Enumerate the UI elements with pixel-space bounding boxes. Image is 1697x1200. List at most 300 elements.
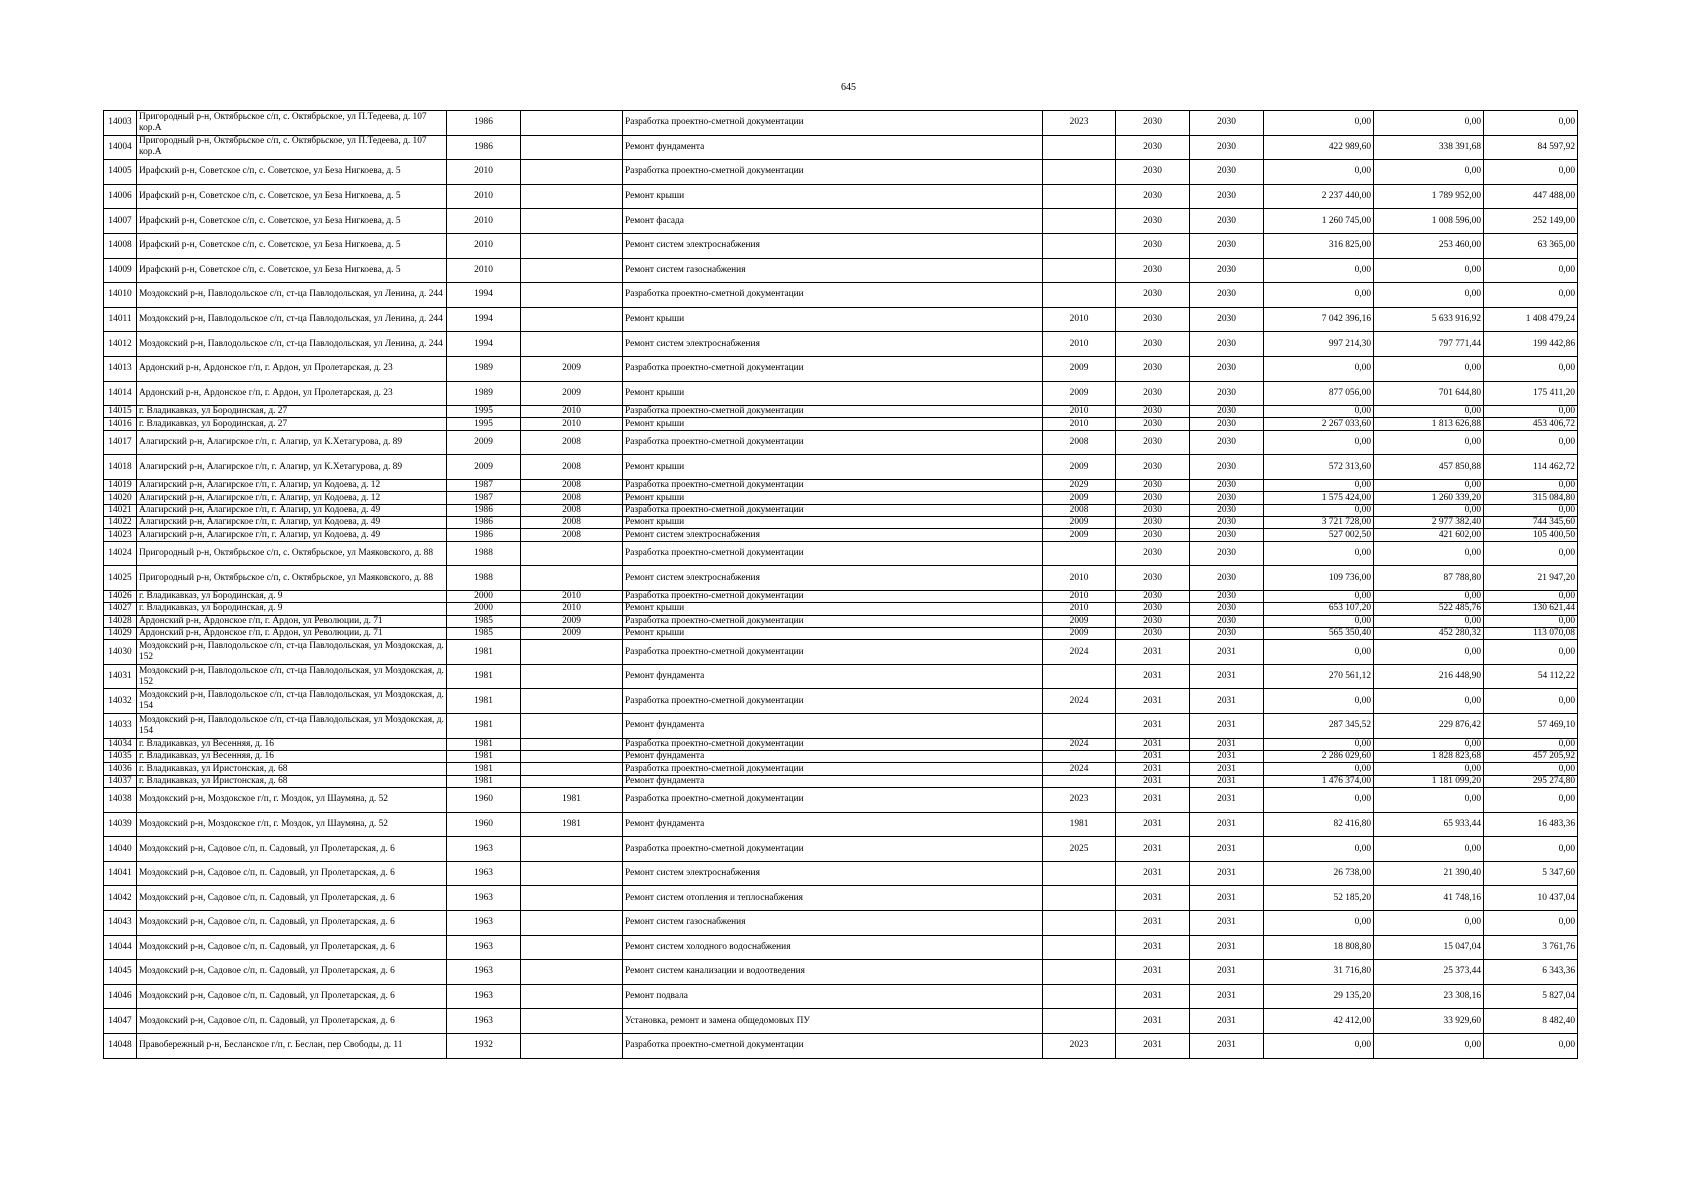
cell-id: 14040 bbox=[104, 837, 137, 862]
cell-year-to: 2030 bbox=[1190, 603, 1264, 615]
cell-year-from: 2031 bbox=[1116, 738, 1190, 750]
cell-plan-year: 2009 bbox=[1043, 517, 1116, 529]
cell-amount-1: 15 047,04 bbox=[1374, 935, 1484, 960]
cell-work-type: Ремонт систем электроснабжения bbox=[623, 529, 1043, 541]
cell-year-from: 2030 bbox=[1116, 430, 1190, 455]
cell-last-repair-year bbox=[521, 1009, 623, 1034]
cell-year-to: 2030 bbox=[1190, 492, 1264, 504]
cell-plan-year: 2010 bbox=[1043, 332, 1116, 357]
cell-address: Моздокский р-н, Садовое с/п, п. Садовый, ул Пролетарская, д. 6 bbox=[137, 837, 447, 862]
cell-total-cost: 0,00 bbox=[1264, 430, 1374, 455]
cell-total-cost: 0,00 bbox=[1264, 911, 1374, 936]
cell-address: Правобережный р-н, Бесланское г/п, г. Беслан, пер Свободы, д. 11 bbox=[137, 1033, 447, 1058]
cell-address: Моздокский р-н, Садовое с/п, п. Садовый, ул Пролетарская, д. 6 bbox=[137, 911, 447, 936]
cell-plan-year: 1981 bbox=[1043, 812, 1116, 837]
cell-id: 14044 bbox=[104, 935, 137, 960]
cell-amount-2: 5 827,04 bbox=[1484, 984, 1578, 1009]
table-row bbox=[104, 209, 1578, 234]
cell-last-repair-year bbox=[521, 751, 623, 763]
cell-amount-2: 0,00 bbox=[1484, 590, 1578, 602]
cell-plan-year: 2024 bbox=[1043, 640, 1116, 665]
cell-year-to: 2030 bbox=[1190, 418, 1264, 430]
cell-amount-1: 1 828 823,68 bbox=[1374, 751, 1484, 763]
cell-work-type: Ремонт систем газоснабжения bbox=[623, 258, 1043, 283]
cell-work-type: Разработка проектно-сметной документации bbox=[623, 283, 1043, 308]
cell-build-year: 1963 bbox=[447, 960, 521, 985]
cell-id: 14028 bbox=[104, 615, 137, 627]
cell-amount-2: 447 488,00 bbox=[1484, 184, 1578, 209]
cell-id: 14016 bbox=[104, 418, 137, 430]
cell-total-cost: 0,00 bbox=[1264, 689, 1374, 714]
cell-amount-1: 41 748,16 bbox=[1374, 886, 1484, 911]
cell-amount-2: 0,00 bbox=[1484, 1033, 1578, 1058]
cell-year-from: 2030 bbox=[1116, 160, 1190, 185]
cell-total-cost: 1 260 745,00 bbox=[1264, 209, 1374, 234]
cell-amount-2: 0,00 bbox=[1484, 160, 1578, 185]
cell-plan-year bbox=[1043, 184, 1116, 209]
cell-last-repair-year bbox=[521, 160, 623, 185]
cell-work-type: Ремонт фундамента bbox=[623, 664, 1043, 689]
cell-amount-2: 3 761,76 bbox=[1484, 935, 1578, 960]
cell-last-repair-year bbox=[521, 837, 623, 862]
cell-work-type: Ремонт систем отопления и теплоснабжения bbox=[623, 886, 1043, 911]
cell-work-type: Ремонт систем электроснабжения bbox=[623, 233, 1043, 258]
cell-id: 14006 bbox=[104, 184, 137, 209]
cell-amount-2: 0,00 bbox=[1484, 406, 1578, 418]
cell-address: Пригородный р-н, Октябрьское с/п, с. Октябрьское, ул Маяковского, д. 88 bbox=[137, 566, 447, 591]
cell-work-type: Ремонт систем электроснабжения bbox=[623, 332, 1043, 357]
cell-amount-1: 0,00 bbox=[1374, 837, 1484, 862]
cell-total-cost: 2 286 029,60 bbox=[1264, 751, 1374, 763]
cell-amount-2: 0,00 bbox=[1484, 615, 1578, 627]
cell-total-cost: 1 575 424,00 bbox=[1264, 492, 1374, 504]
cell-year-to: 2030 bbox=[1190, 135, 1264, 160]
cell-plan-year bbox=[1043, 751, 1116, 763]
cell-address: Ардонский р-н, Ардонское г/п, г. Ардон, ул Пролетарская, д. 23 bbox=[137, 356, 447, 381]
cell-work-type: Ремонт фундамента bbox=[623, 135, 1043, 160]
cell-work-type: Ремонт крыши bbox=[623, 455, 1043, 480]
cell-total-cost: 572 313,60 bbox=[1264, 455, 1374, 480]
cell-plan-year: 2024 bbox=[1043, 738, 1116, 750]
cell-plan-year: 2010 bbox=[1043, 603, 1116, 615]
cell-id: 14003 bbox=[104, 111, 137, 136]
table-row bbox=[104, 184, 1578, 209]
cell-total-cost: 0,00 bbox=[1264, 111, 1374, 136]
cell-year-to: 2030 bbox=[1190, 307, 1264, 332]
cell-amount-1: 0,00 bbox=[1374, 406, 1484, 418]
cell-year-to: 2030 bbox=[1190, 430, 1264, 455]
cell-amount-1: 0,00 bbox=[1374, 640, 1484, 665]
cell-work-type: Разработка проектно-сметной документации bbox=[623, 640, 1043, 665]
cell-last-repair-year bbox=[521, 307, 623, 332]
cell-year-to: 2030 bbox=[1190, 258, 1264, 283]
cell-last-repair-year: 2008 bbox=[521, 455, 623, 480]
cell-address: Алагирский р-н, Алагирское г/п, г. Алагир, ул Кодоева, д. 49 bbox=[137, 529, 447, 541]
cell-amount-1: 1 260 339,20 bbox=[1374, 492, 1484, 504]
cell-last-repair-year bbox=[521, 283, 623, 308]
cell-amount-2: 16 483,36 bbox=[1484, 812, 1578, 837]
cell-year-to: 2031 bbox=[1190, 812, 1264, 837]
cell-amount-1: 0,00 bbox=[1374, 615, 1484, 627]
cell-total-cost: 527 002,50 bbox=[1264, 529, 1374, 541]
cell-year-from: 2031 bbox=[1116, 861, 1190, 886]
cell-year-from: 2030 bbox=[1116, 307, 1190, 332]
cell-year-from: 2031 bbox=[1116, 763, 1190, 775]
cell-amount-2: 0,00 bbox=[1484, 356, 1578, 381]
table-row bbox=[104, 861, 1578, 886]
cell-work-type: Разработка проектно-сметной документации bbox=[623, 615, 1043, 627]
cell-year-to: 2030 bbox=[1190, 517, 1264, 529]
table-row bbox=[104, 517, 1578, 529]
cell-plan-year bbox=[1043, 209, 1116, 234]
cell-plan-year bbox=[1043, 664, 1116, 689]
cell-amount-2: 10 437,04 bbox=[1484, 886, 1578, 911]
cell-total-cost: 0,00 bbox=[1264, 1033, 1374, 1058]
cell-plan-year: 2010 bbox=[1043, 566, 1116, 591]
cell-year-to: 2031 bbox=[1190, 984, 1264, 1009]
cell-plan-year: 2010 bbox=[1043, 418, 1116, 430]
cell-plan-year: 2009 bbox=[1043, 356, 1116, 381]
cell-address: Ирафский р-н, Советское с/п, с. Советское, ул Беза Нигкоева, д. 5 bbox=[137, 160, 447, 185]
cell-year-to: 2030 bbox=[1190, 184, 1264, 209]
cell-address: г. Владикавказ, ул Бородинская, д. 9 bbox=[137, 603, 447, 615]
cell-year-to: 2030 bbox=[1190, 529, 1264, 541]
cell-work-type: Разработка проектно-сметной документации bbox=[623, 689, 1043, 714]
cell-address: Моздокский р-н, Павлодольское с/п, ст-ца Павлодольская, ул Моздокская, д. 152 bbox=[137, 664, 447, 689]
cell-year-from: 2030 bbox=[1116, 418, 1190, 430]
cell-total-cost: 82 416,80 bbox=[1264, 812, 1374, 837]
table-row bbox=[104, 714, 1578, 739]
cell-amount-2: 5 347,60 bbox=[1484, 861, 1578, 886]
cell-id: 14025 bbox=[104, 566, 137, 591]
table-row bbox=[104, 111, 1578, 136]
table-row bbox=[104, 307, 1578, 332]
cell-work-type: Разработка проектно-сметной документации bbox=[623, 430, 1043, 455]
cell-amount-2: 457 205,92 bbox=[1484, 751, 1578, 763]
cell-year-from: 2031 bbox=[1116, 837, 1190, 862]
cell-address: г. Владикавказ, ул Бородинская, д. 9 bbox=[137, 590, 447, 602]
cell-plan-year bbox=[1043, 1009, 1116, 1034]
cell-amount-1: 0,00 bbox=[1374, 541, 1484, 566]
cell-id: 14036 bbox=[104, 763, 137, 775]
cell-build-year: 1985 bbox=[447, 627, 521, 639]
cell-build-year: 1963 bbox=[447, 837, 521, 862]
cell-work-type: Разработка проектно-сметной документации bbox=[623, 763, 1043, 775]
cell-build-year: 1988 bbox=[447, 541, 521, 566]
table-row bbox=[104, 911, 1578, 936]
table-row bbox=[104, 283, 1578, 308]
cell-address: г. Владикавказ, ул Иристонская, д. 68 bbox=[137, 775, 447, 787]
cell-total-cost: 565 350,40 bbox=[1264, 627, 1374, 639]
cell-year-to: 2030 bbox=[1190, 332, 1264, 357]
cell-last-repair-year: 2009 bbox=[521, 627, 623, 639]
cell-amount-1: 0,00 bbox=[1374, 111, 1484, 136]
cell-id: 14022 bbox=[104, 517, 137, 529]
cell-amount-2: 84 597,92 bbox=[1484, 135, 1578, 160]
table-row bbox=[104, 418, 1578, 430]
cell-amount-1: 0,00 bbox=[1374, 590, 1484, 602]
cell-plan-year bbox=[1043, 960, 1116, 985]
cell-build-year: 2000 bbox=[447, 590, 521, 602]
table-row bbox=[104, 984, 1578, 1009]
cell-plan-year bbox=[1043, 984, 1116, 1009]
cell-address: Моздокский р-н, Садовое с/п, п. Садовый, ул Пролетарская, д. 6 bbox=[137, 886, 447, 911]
cell-build-year: 1960 bbox=[447, 812, 521, 837]
cell-id: 14013 bbox=[104, 356, 137, 381]
cell-work-type: Ремонт подвала bbox=[623, 984, 1043, 1009]
cell-address: Ардонский р-н, Ардонское г/п, г. Ардон, ул Революции, д. 71 bbox=[137, 627, 447, 639]
cell-amount-1: 0,00 bbox=[1374, 258, 1484, 283]
cell-build-year: 1994 bbox=[447, 332, 521, 357]
cell-year-to: 2030 bbox=[1190, 233, 1264, 258]
cell-address: г. Владикавказ, ул Весенняя, д. 16 bbox=[137, 738, 447, 750]
cell-last-repair-year bbox=[521, 664, 623, 689]
cell-year-to: 2031 bbox=[1190, 775, 1264, 787]
cell-year-to: 2031 bbox=[1190, 1033, 1264, 1058]
cell-last-repair-year bbox=[521, 541, 623, 566]
cell-last-repair-year bbox=[521, 911, 623, 936]
cell-id: 14023 bbox=[104, 529, 137, 541]
cell-work-type: Ремонт крыши bbox=[623, 492, 1043, 504]
cell-year-to: 2030 bbox=[1190, 590, 1264, 602]
cell-id: 14015 bbox=[104, 406, 137, 418]
cell-year-to: 2031 bbox=[1190, 738, 1264, 750]
cell-address: г. Владикавказ, ул Весенняя, д. 16 bbox=[137, 751, 447, 763]
cell-amount-1: 65 933,44 bbox=[1374, 812, 1484, 837]
cell-plan-year bbox=[1043, 714, 1116, 739]
cell-total-cost: 0,00 bbox=[1264, 788, 1374, 813]
cell-amount-1: 23 308,16 bbox=[1374, 984, 1484, 1009]
cell-year-from: 2031 bbox=[1116, 984, 1190, 1009]
cell-plan-year bbox=[1043, 135, 1116, 160]
cell-address: Алагирский р-н, Алагирское г/п, г. Алагир, ул Кодоева, д. 12 bbox=[137, 492, 447, 504]
cell-address: Моздокский р-н, Садовое с/п, п. Садовый, ул Пролетарская, д. 6 bbox=[137, 935, 447, 960]
cell-work-type: Ремонт крыши bbox=[623, 418, 1043, 430]
cell-plan-year bbox=[1043, 911, 1116, 936]
table-row bbox=[104, 960, 1578, 985]
cell-build-year: 1986 bbox=[447, 111, 521, 136]
cell-total-cost: 0,00 bbox=[1264, 283, 1374, 308]
cell-total-cost: 653 107,20 bbox=[1264, 603, 1374, 615]
cell-year-to: 2030 bbox=[1190, 406, 1264, 418]
cell-year-from: 2031 bbox=[1116, 886, 1190, 911]
cell-total-cost: 877 056,00 bbox=[1264, 381, 1374, 406]
cell-address: Моздокский р-н, Павлодольское с/п, ст-ца Павлодольская, ул Ленина, д. 244 bbox=[137, 332, 447, 357]
cell-plan-year: 2008 bbox=[1043, 504, 1116, 516]
cell-address: г. Владикавказ, ул Бородинская, д. 27 bbox=[137, 406, 447, 418]
cell-total-cost: 0,00 bbox=[1264, 504, 1374, 516]
table-row bbox=[104, 738, 1578, 750]
cell-year-from: 2030 bbox=[1116, 541, 1190, 566]
cell-build-year: 1963 bbox=[447, 861, 521, 886]
cell-last-repair-year: 2008 bbox=[521, 492, 623, 504]
table-row bbox=[104, 455, 1578, 480]
table-row bbox=[104, 258, 1578, 283]
cell-id: 14004 bbox=[104, 135, 137, 160]
table-row bbox=[104, 935, 1578, 960]
cell-amount-2: 8 482,40 bbox=[1484, 1009, 1578, 1034]
cell-id: 14021 bbox=[104, 504, 137, 516]
cell-amount-1: 33 929,60 bbox=[1374, 1009, 1484, 1034]
cell-work-type: Ремонт систем канализации и водоотведения bbox=[623, 960, 1043, 985]
cell-total-cost: 0,00 bbox=[1264, 541, 1374, 566]
cell-total-cost: 26 738,00 bbox=[1264, 861, 1374, 886]
cell-year-to: 2030 bbox=[1190, 455, 1264, 480]
cell-year-from: 2031 bbox=[1116, 1009, 1190, 1034]
cell-last-repair-year: 2009 bbox=[521, 615, 623, 627]
cell-address: Моздокский р-н, Моздокское г/п, г. Моздок, ул Шаумяна, д. 52 bbox=[137, 788, 447, 813]
table-row bbox=[104, 332, 1578, 357]
cell-last-repair-year bbox=[521, 566, 623, 591]
cell-total-cost: 0,00 bbox=[1264, 640, 1374, 665]
cell-build-year: 2010 bbox=[447, 160, 521, 185]
cell-amount-1: 0,00 bbox=[1374, 160, 1484, 185]
cell-id: 14029 bbox=[104, 627, 137, 639]
cell-id: 14010 bbox=[104, 283, 137, 308]
page-number: 645 bbox=[841, 82, 856, 93]
cell-id: 14030 bbox=[104, 640, 137, 665]
cell-amount-2: 113 070,08 bbox=[1484, 627, 1578, 639]
cell-year-to: 2031 bbox=[1190, 886, 1264, 911]
cell-amount-1: 1 181 099,20 bbox=[1374, 775, 1484, 787]
cell-amount-2: 130 621,44 bbox=[1484, 603, 1578, 615]
cell-id: 14041 bbox=[104, 861, 137, 886]
cell-year-from: 2031 bbox=[1116, 812, 1190, 837]
cell-last-repair-year: 1981 bbox=[521, 812, 623, 837]
table-row bbox=[104, 627, 1578, 639]
cell-build-year: 1963 bbox=[447, 886, 521, 911]
cell-build-year: 1963 bbox=[447, 1009, 521, 1034]
cell-year-from: 2031 bbox=[1116, 911, 1190, 936]
table-row bbox=[104, 590, 1578, 602]
cell-amount-2: 0,00 bbox=[1484, 430, 1578, 455]
table-row bbox=[104, 135, 1578, 160]
cell-build-year: 1986 bbox=[447, 135, 521, 160]
cell-id: 14008 bbox=[104, 233, 137, 258]
cell-address: Алагирский р-н, Алагирское г/п, г. Алагир, ул Кодоева, д. 49 bbox=[137, 517, 447, 529]
cell-last-repair-year: 2008 bbox=[521, 480, 623, 492]
cell-year-to: 2031 bbox=[1190, 751, 1264, 763]
cell-id: 14037 bbox=[104, 775, 137, 787]
cell-id: 14007 bbox=[104, 209, 137, 234]
cell-id: 14017 bbox=[104, 430, 137, 455]
cell-address: Ардонский р-н, Ардонское г/п, г. Ардон, ул Революции, д. 71 bbox=[137, 615, 447, 627]
cell-year-to: 2030 bbox=[1190, 566, 1264, 591]
cell-amount-2: 0,00 bbox=[1484, 738, 1578, 750]
cell-build-year: 1986 bbox=[447, 529, 521, 541]
cell-amount-2: 114 462,72 bbox=[1484, 455, 1578, 480]
cell-work-type: Ремонт крыши bbox=[623, 307, 1043, 332]
cell-build-year: 1989 bbox=[447, 381, 521, 406]
cell-id: 14018 bbox=[104, 455, 137, 480]
cell-plan-year: 2025 bbox=[1043, 837, 1116, 862]
cell-amount-1: 0,00 bbox=[1374, 763, 1484, 775]
cell-last-repair-year bbox=[521, 775, 623, 787]
cell-plan-year: 2023 bbox=[1043, 111, 1116, 136]
cell-plan-year bbox=[1043, 861, 1116, 886]
cell-amount-2: 105 400,50 bbox=[1484, 529, 1578, 541]
cell-plan-year bbox=[1043, 886, 1116, 911]
cell-last-repair-year: 2008 bbox=[521, 517, 623, 529]
cell-id: 14014 bbox=[104, 381, 137, 406]
cell-last-repair-year: 1981 bbox=[521, 788, 623, 813]
cell-year-from: 2030 bbox=[1116, 529, 1190, 541]
table-row bbox=[104, 480, 1578, 492]
cell-build-year: 1994 bbox=[447, 283, 521, 308]
cell-plan-year: 2023 bbox=[1043, 1033, 1116, 1058]
cell-year-from: 2031 bbox=[1116, 689, 1190, 714]
cell-year-from: 2031 bbox=[1116, 960, 1190, 985]
table-row bbox=[104, 1009, 1578, 1034]
cell-work-type: Ремонт крыши bbox=[623, 184, 1043, 209]
cell-last-repair-year bbox=[521, 332, 623, 357]
cell-build-year: 1985 bbox=[447, 615, 521, 627]
cell-id: 14019 bbox=[104, 480, 137, 492]
cell-year-from: 2031 bbox=[1116, 640, 1190, 665]
cell-year-from: 2030 bbox=[1116, 517, 1190, 529]
cell-total-cost: 1 476 374,00 bbox=[1264, 775, 1374, 787]
cell-amount-2: 744 345,60 bbox=[1484, 517, 1578, 529]
cell-last-repair-year bbox=[521, 738, 623, 750]
cell-work-type: Разработка проектно-сметной документации bbox=[623, 1033, 1043, 1058]
table-row bbox=[104, 812, 1578, 837]
cell-build-year: 1960 bbox=[447, 788, 521, 813]
cell-plan-year bbox=[1043, 258, 1116, 283]
cell-amount-2: 175 411,20 bbox=[1484, 381, 1578, 406]
cell-work-type: Разработка проектно-сметной документации bbox=[623, 356, 1043, 381]
cell-year-to: 2031 bbox=[1190, 837, 1264, 862]
table-row bbox=[104, 381, 1578, 406]
cell-last-repair-year: 2009 bbox=[521, 356, 623, 381]
cell-address: Моздокский р-н, Садовое с/п, п. Садовый, ул Пролетарская, д. 6 bbox=[137, 1009, 447, 1034]
cell-last-repair-year: 2010 bbox=[521, 603, 623, 615]
cell-year-to: 2030 bbox=[1190, 209, 1264, 234]
cell-total-cost: 42 412,00 bbox=[1264, 1009, 1374, 1034]
cell-last-repair-year bbox=[521, 111, 623, 136]
cell-last-repair-year bbox=[521, 184, 623, 209]
cell-amount-2: 57 469,10 bbox=[1484, 714, 1578, 739]
cell-amount-1: 1 008 596,00 bbox=[1374, 209, 1484, 234]
cell-id: 14043 bbox=[104, 911, 137, 936]
cell-work-type: Ремонт систем газоснабжения bbox=[623, 911, 1043, 936]
cell-last-repair-year bbox=[521, 960, 623, 985]
cell-amount-2: 0,00 bbox=[1484, 258, 1578, 283]
cell-year-from: 2030 bbox=[1116, 492, 1190, 504]
table-row bbox=[104, 664, 1578, 689]
table-row bbox=[104, 615, 1578, 627]
cell-amount-2: 21 947,20 bbox=[1484, 566, 1578, 591]
cell-build-year: 1981 bbox=[447, 775, 521, 787]
cell-address: Ардонский р-н, Ардонское г/п, г. Ардон, ул Пролетарская, д. 23 bbox=[137, 381, 447, 406]
cell-address: Моздокский р-н, Павлодольское с/п, ст-ца Павлодольская, ул Моздокская, д. 154 bbox=[137, 714, 447, 739]
cell-year-from: 2030 bbox=[1116, 480, 1190, 492]
cell-build-year: 1988 bbox=[447, 566, 521, 591]
cell-id: 14012 bbox=[104, 332, 137, 357]
cell-address: Моздокский р-н, Моздокское г/п, г. Моздок, ул Шаумяна, д. 52 bbox=[137, 812, 447, 837]
cell-id: 14042 bbox=[104, 886, 137, 911]
cell-plan-year: 2010 bbox=[1043, 406, 1116, 418]
cell-year-to: 2030 bbox=[1190, 615, 1264, 627]
cell-build-year: 1987 bbox=[447, 492, 521, 504]
cell-amount-1: 2 977 382,40 bbox=[1374, 517, 1484, 529]
cell-amount-1: 0,00 bbox=[1374, 430, 1484, 455]
cell-id: 14034 bbox=[104, 738, 137, 750]
table-row bbox=[104, 886, 1578, 911]
cell-year-from: 2030 bbox=[1116, 332, 1190, 357]
cell-id: 14031 bbox=[104, 664, 137, 689]
cell-amount-2: 0,00 bbox=[1484, 788, 1578, 813]
cell-last-repair-year bbox=[521, 233, 623, 258]
